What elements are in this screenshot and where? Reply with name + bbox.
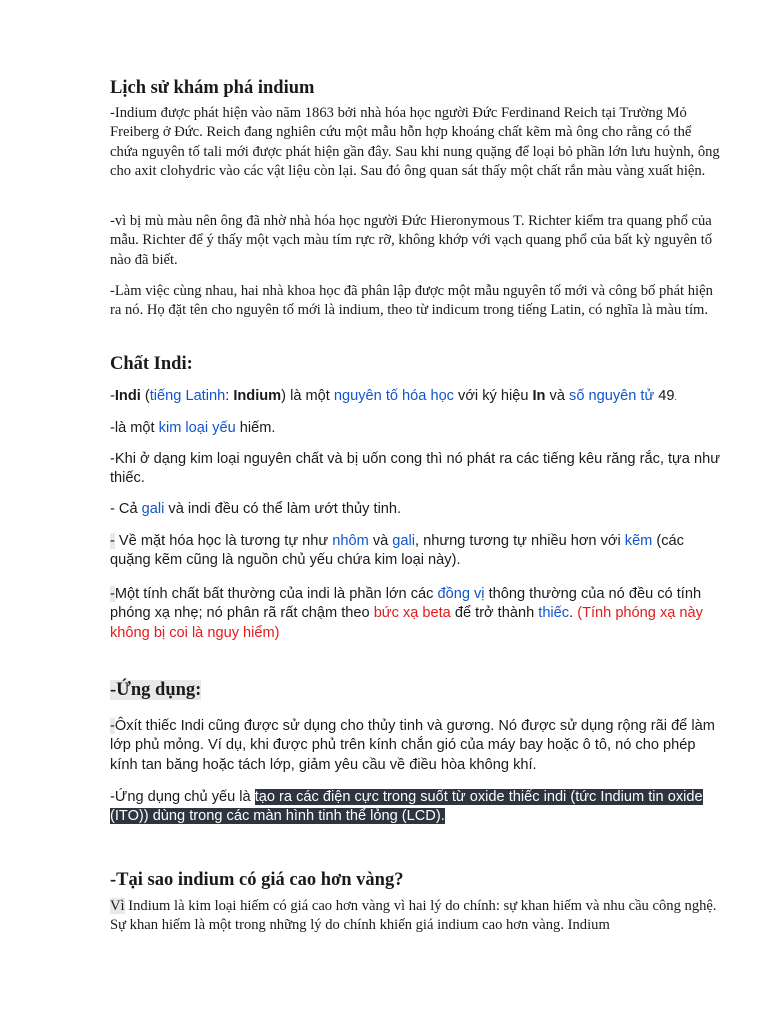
bold-symbol: In [532, 388, 546, 404]
text: để trở thành [450, 605, 539, 622]
property-line-6 [110, 585, 720, 643]
text: thông thường của nó đều có tính phóng xạ nhẹ; nó phân rã rất chậm theo [110, 586, 702, 622]
link-latin[interactable]: tiếng Latinh [149, 388, 226, 404]
property-line-1 [110, 387, 720, 407]
history-paragraph-3: -Làm việc cùng nhau, hai nhà khoa học đã phân lập được một mẫu nguyên tố mới và công bố phát hiện ra nó. Họ đặt tên cho nguyên tố mới là indium, theo từ indicum trong tiếng Latin, có nghĩa là màu tím. [110, 283, 713, 319]
heading-properties: Chất Indi: [110, 354, 193, 374]
link-weak-metal[interactable]: kim loại yếu [158, 420, 236, 436]
text: -Ứng dụng chủ yếu là [110, 789, 255, 805]
text: - [110, 388, 115, 404]
text: Indium là kim loại hiếm có giá cao hơn vàng vì hai lý do chính: sự khan hiếm và nhu cầu công nghệ. Sự khan hiếm là một trong những lý do chính khiến giá indium cao hơn vàng. Indium [110, 898, 717, 934]
text: - [110, 586, 115, 602]
history-paragraph-2: -vì bị mù màu nên ông đã nhờ nhà hóa học người Đức Hieronymous T. Richter kiểm tra quang phổ của mẫu. Richter để ý thấy một vạch màu tím rực rỡ, không khớp với vạch quang phổ của bất kỳ nguyên tố nào đã biết. [110, 213, 713, 268]
text: và indi đều có thể làm ướt thủy tinh. [164, 501, 402, 517]
text: (các quặng kẽm cũng là nguồn chủ yếu chứa kim loại này). [110, 533, 684, 569]
property-line-5 [110, 532, 720, 571]
text: -là một [110, 420, 159, 436]
text: 49 [654, 388, 675, 404]
link-chemical-element[interactable]: nguyên tố hóa học [333, 388, 454, 404]
bold-term: Indi [114, 388, 141, 404]
text: ) là một [281, 388, 334, 404]
history-paragraph-1: -Indium được phát hiện vào năm 1863 bởi nhà hóa học người Đức Ferdinand Reich tại Trường Mỏ Freiberg ở Đức. Reich đang nghiên cứu một mẫu hỗn hợp khoáng chất kẽm mà ông cho rằng có thể chứa nguyên tố tali mới được phát hiện gần đây. Sau khi nung quặng để loại bỏ phần lớn lưu huỳnh, ông cho axit clohydric vào các vật liệu còn lại. Sau đó ông quan sát thấy một chất rắn màu vàng xuất hiện. [110, 105, 720, 180]
text: Về mặt hóa học là tương tự như [114, 533, 333, 549]
link-aluminium[interactable]: nhôm [332, 533, 369, 549]
text: - Cả [110, 501, 142, 517]
heading-why-expensive: -Tại sao indium có giá cao hơn vàng? [110, 870, 404, 890]
text: . [569, 605, 578, 622]
text: : [225, 388, 234, 404]
text: . [674, 392, 678, 402]
property-line-4 [110, 500, 720, 519]
heading-applications [110, 679, 720, 701]
text: và [368, 533, 393, 549]
text: ( [140, 388, 150, 404]
link-zinc[interactable]: kẽm [624, 533, 653, 549]
text: . [440, 808, 445, 825]
text: Một tính chất bất thường của indi là phần lớn các [114, 586, 438, 602]
property-line-3: -Khi ở dạng kim loại nguyên chất và bị uốn cong thì nó phát ra các tiếng kêu răng rắc, tựa như thiếc. [110, 451, 720, 487]
text: - [110, 533, 115, 549]
heading-history: Lịch sử khám phá indium [110, 78, 315, 98]
text: , nhưng tương tự nhiều hơn với [415, 533, 625, 549]
warning-note: (Tính phóng xạ này không bị coi là nguy hiểm) [110, 605, 703, 641]
link-gali[interactable]: gali [392, 533, 416, 549]
heading-applications-text: -Ứng dụng: [110, 680, 202, 700]
text: với ký hiệu [453, 388, 533, 404]
text: và [545, 388, 570, 404]
link-beta-radiation[interactable]: bức xạ beta [373, 605, 451, 622]
text: Ôxít thiếc Indi cũng được sử dụng cho thủy tinh và gương. Nó được sử dụng rộng rãi để làm lớp phủ mỏng. Ví dụ, khi được phủ trên kính chắn gió của máy bay hoặc ô tô, nó cho phép kính tan băng hoặc tách lớp, giảm yêu cầu về điều hòa không khí. [110, 718, 715, 773]
link-gali[interactable]: gali [141, 501, 165, 517]
link-atomic-number[interactable]: số nguyên tử [569, 388, 655, 404]
text: - [110, 718, 115, 734]
application-paragraph-1 [110, 717, 720, 775]
link-isotope[interactable]: đồng vị [437, 586, 485, 602]
text: hiếm. [235, 420, 276, 436]
property-line-2 [110, 419, 720, 438]
bold-term: Indium [233, 388, 282, 404]
link-tin[interactable]: thiếc [538, 605, 570, 622]
text: Vì [110, 898, 125, 914]
application-paragraph-2 [110, 788, 720, 827]
why-paragraph [110, 897, 720, 936]
highlighted-text: tạo ra các điện cực trong suốt từ oxide thiếc indi (tức Indium tin oxide (ITO)) dùng trong các màn hình tinh thể lỏng (LCD) [110, 789, 703, 825]
